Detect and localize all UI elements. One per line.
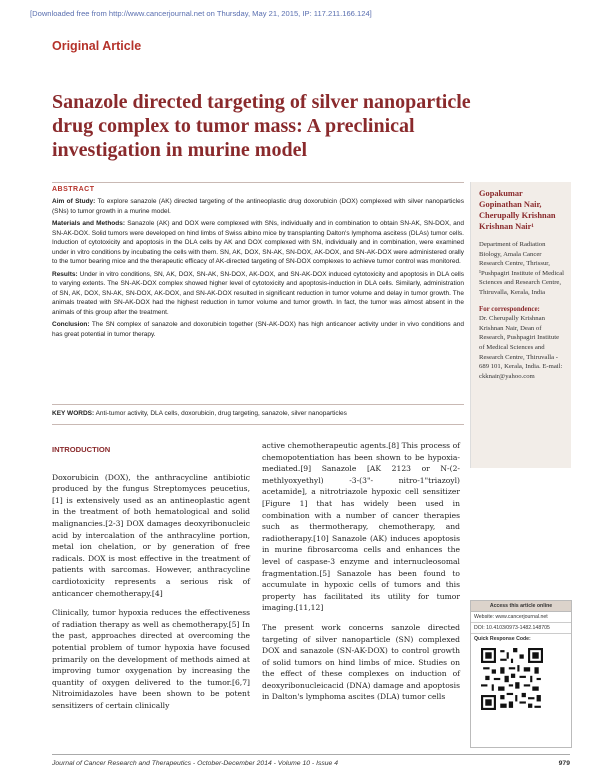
keywords-text: Anti-tumor activity, DLA cells, doxorubicin, drug targeting, sanazole, silver nanoparticles	[94, 410, 347, 417]
abstract-conclusion	[52, 320, 464, 339]
abstract-heading: ABSTRACT	[52, 186, 95, 193]
column-right	[262, 440, 460, 711]
access-website[interactable]: Website: www.cancerjournal.net	[471, 612, 571, 623]
aim-text: To explore sanazole (AK) directed targeting of the antineoplastic drug doxorubicin (DOX) complexed with silver nanoparticles (SNs) to tumor growth in a murine model.	[52, 198, 464, 215]
introduction-heading: INTRODUCTION	[52, 445, 111, 454]
abstract-top-rule	[52, 182, 464, 183]
qr-code-icon[interactable]	[481, 648, 543, 710]
footer-journal: Journal of Cancer Research and Therapeutics - October-December 2014 - Volume 10 - Issue 4	[52, 760, 338, 767]
paragraph: active chemotherapeutic agents.[8] This process of chemopotentiation has been shown to be hypoxia-mediated.[9] Sanazole [AK 2123 or N-(2-methlyoxyethyl) -3-(3"- nitro-1"triazoyl) acetamide], a nitrotriazole hypoxic cell sensitizer [Figure 1] that has widely been used in combination with a number of cancer therapies such as thermotherapy, chemotherapy, and radiotherapy.[10] Sanazole (AK) induces apoptosis in murine fibrosarcoma cells and enhances the level of caspase-3 enzyme and internucleosomal fragmentation.[5] Sanazole has been found to accumulate in hypoxic cells of tumors and this property has facilitated its utility for tumor imaging.[11,12]	[262, 441, 460, 613]
page-number: 979	[558, 760, 570, 767]
correspondence-label: For correspondence:	[479, 305, 540, 313]
affiliation: Department of Radiation Biology, Amala Cancer Research Centre, Thrissur, ¹Pushpagiri Institute of Medical Sciences and Research Centre, Thiruvalla, Kerala, India	[479, 241, 565, 296]
article-title: Sanazole directed targeting of silver nanoparticle drug complex to tumor mass: A preclinical investigation in murine model	[52, 91, 471, 161]
qr-label: Quick Response Code:	[474, 636, 531, 642]
methods-label: Materials and Methods:	[52, 220, 126, 227]
abstract-results	[52, 270, 464, 318]
footer-rule	[52, 754, 570, 755]
aim-label: Aim of Study:	[52, 198, 96, 205]
results-label: Results:	[52, 270, 78, 278]
article-type: Original Article	[52, 39, 142, 53]
access-doi[interactable]: DOI: 10.4103/0973-1482.148705	[471, 623, 571, 634]
abstract-body	[52, 197, 464, 342]
paragraph: Clinically, tumor hypoxia reduces the effectiveness of radiation therapy as well as chemotherapy.[5] In the past, approaches directed at overcoming the potential problem of tumor hypoxia have focused primarily on the development of methods aimed at improving tumor oxygenation by increasing the quantity of oxygen delivered to the tumor.[6,7] Nitroimidazoles have been shown to be potent sensitizers of certain clinically	[52, 608, 250, 710]
column-left	[52, 440, 250, 719]
abstract-methods	[52, 219, 464, 267]
keywords-bottom-rule	[52, 424, 464, 425]
conclusion-text: The SN complex of sanazole and doxorubicin together (SN-AK-DOX) has high anticancer activity under in vivo conditions and has great potential in tumor therapy.	[52, 321, 464, 338]
methods-text: Sanazole (AK) and DOX were complexed with SNs, individually and in combination to obtain SN-AK, SN-DOX, and SN-AK-DOX. Solid tumors were developed on hind limbs of Swiss albino mice by transplanting Dalton's lymphoma ascitess (DLAs) tumor cells. Induction of cytotoxicity and apoptosis in the DLA cells by AK and DOX complexed with SN, individually and in combination, were examined under in vitro conditions by incubating the cells with them. SN, AK, DOX, SN-AK, SN-DOX, AK-DOX, and SN-AK-DOX were administered orally to the tumor bearing mice and the therapeutic efficacy of AK-directed targeting of SN-DOX complexes to achieve tumor control was monitored.	[52, 220, 464, 265]
download-banner: [Downloaded free from http://www.cancerjournal.net on Thursday, May 21, 2015, IP: 117.211.166.124]	[30, 9, 372, 18]
paragraph: The present work concerns sanzole directed targeting of silver nanoparticle (SN) complexed DOX and sanazole (SN-AK-DOX) to control growth of solid tumors on hind limbs of mice. Studies on the effect of these complexes on induction of deoxyribonucleicacid (DNA) damage and apoptosis in Dalton's lymphoma ascites (DLA) tumor cells	[262, 622, 460, 702]
abstract-aim	[52, 197, 464, 216]
paragraph: Doxorubicin (DOX), the anthracycline antibiotic produced by the fungus Streptomyces peucetius,[1] is extensively used as an antineoplastic agent in the treatment of both hematological and solid malignancies.[2-3] DOX damages deoxyribonucleic acid by intercalation of the anthracyline portion, metal ion chelation, or by generation of free radicals. DOX is most effective in the treatment of patients with sarcomas. However, anthracycline cardiotoxicity represents a serious risk of anticancer chemotherapy.[4]	[52, 472, 250, 598]
page-footer	[52, 760, 570, 767]
author-sidebar	[470, 182, 571, 468]
authors: Gopakumar Gopinathan Nair, Cherupally Krishnan Krishnan Nair¹	[479, 189, 556, 231]
correspondence-text: Dr. Cherupally Krishnan Krishnan Nair, Dean of Research, Pushpagiri Institute of Medical Sciences and Research Centre, Thiruvalla - 689 101, Kerala, India. E-mail: ckknair@yahoo.com	[479, 315, 563, 380]
results-text: Under in vitro conditions, SN, AK, DOX, SN-AK, SN-DOX, AK-DOX, and SN-AK-DOX induced cytotoxicity and apoptosis in DLA cells to varying extents. The SN-AK-DOX complex showed higher level of cytotoxicity and apoptosis-induction in DLA cells. Similarly, administration of SN, AK, DOX, SN-AK, SN-DOX, AK-DOX, and SN-AK-DOX resulted in significant reduction in tumor volume and delay in tumor growth. The animals treated with SN-AK-DOX had the highest reduction in tumor volume and tumor growth. In fact, the tumor was almost absent in the animals of this group after the treatment.	[52, 270, 464, 316]
conclusion-label: Conclusion:	[52, 321, 90, 328]
access-online-box	[470, 600, 572, 748]
keywords	[52, 410, 464, 417]
keywords-rule	[52, 404, 464, 405]
correspondence	[479, 305, 565, 382]
keywords-label: KEY WORDS:	[52, 410, 95, 417]
access-heading: Access this article online	[471, 601, 571, 612]
